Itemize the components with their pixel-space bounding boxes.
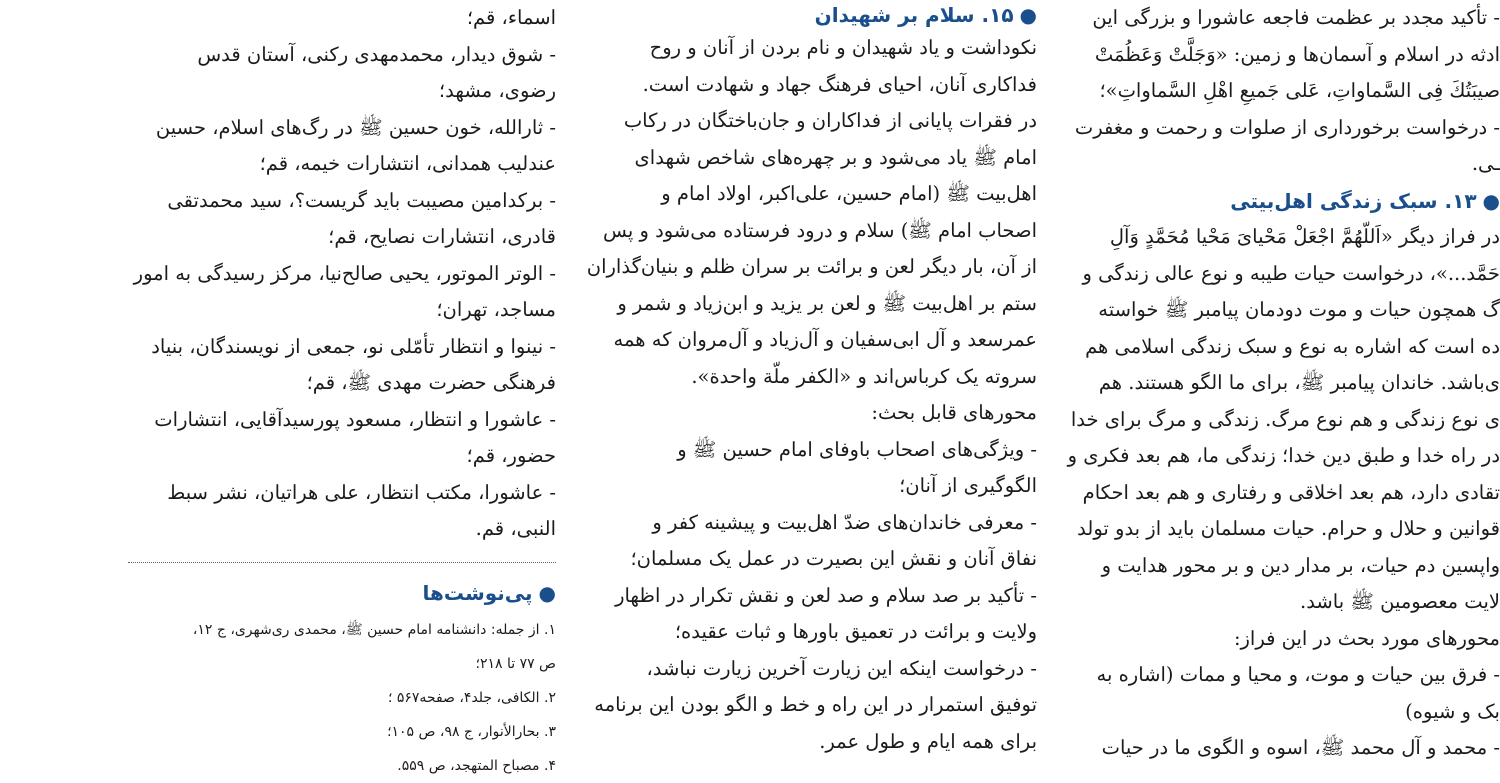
text-line: الگوگیری از آنان؛ xyxy=(899,474,1037,497)
text-line: - تأکید مجدد بر عظمت فاجعه عاشورا و بزرگی این xyxy=(1092,6,1500,29)
text-line: سروته یک کرباس‌اند و «الکفر ملّة واحدة». xyxy=(691,364,1037,388)
middle-column xyxy=(575,0,1037,751)
text-line: گ همچون حیات و موت دودمان پیامبر ﷺ خواسته xyxy=(1098,298,1500,321)
reference-line: عندلیب همدانی، انتشارات خیمه، قم؛ xyxy=(259,152,556,175)
reference-line: - عاشورا، مکتب انتظار، علی هراتیان، نشر سبط xyxy=(167,480,556,504)
text-line: ستم بر اهل‌بیت ﷺ و لعن بر یزید و ابن‌زیاد و شمر و xyxy=(617,291,1037,315)
section-heading-13 xyxy=(1062,183,1500,220)
text-line: صیبَتُكَ فِی السَّماواتِ، عَلى جَمیعِ اهْلِ السَّماواتِ»؛ xyxy=(1099,79,1500,102)
reference-line: فرهنگی حضرت مهدی ﷺ، قم؛ xyxy=(306,371,556,394)
reference-line: النبی، قم. xyxy=(475,517,556,540)
text-line: - معرفی خاندان‌های ضدّ اهل‌بیت و پیشینه کفر و xyxy=(652,510,1037,534)
text-line: نکوداشت و یاد شهیدان و نام بردن از آنان و روح xyxy=(649,36,1037,59)
text-line: عمرسعد و آل ابی‌سفیان و آل‌زیاد و آل‌مروان که همه xyxy=(613,328,1037,351)
text-line: تقادی دارد، هم بعد اخلاقی و رفتاری و هم بعد احکام xyxy=(1082,480,1500,504)
text-line: در راه خدا و طبق دین خدا؛ زندگی ما، هم بعد فکری و xyxy=(1067,444,1500,467)
bullet-icon: ● xyxy=(1019,3,1037,27)
text-line: محورهای قابل بحث: xyxy=(871,401,1037,424)
text-line: - تأکید بر صد سلام و صد لعن و نقش تکرار در اظهار xyxy=(615,583,1037,607)
text-line: حَمَّد...»، درخواست حیات طیبه و نوع عالی زندگی و xyxy=(1082,261,1500,285)
text-line: امام ﷺ یاد می‌شود و بر چهره‌های شاخص شهدای xyxy=(634,145,1037,169)
reference-line: - شوق دیدار، محمدمهدی رکنی، آستان قدس xyxy=(197,42,556,66)
text-line: محورهای مورد بحث در این فراز: xyxy=(1233,626,1500,650)
section-heading-text: ۱۵. سلام بر شهیدان xyxy=(814,3,1014,27)
text-line: توفیق استمرار در این راه و خط و الگو بودن این برنامه xyxy=(594,693,1037,716)
text-line: نفاق آنان و نقش این بصیرت در عمل یک مسلمان؛ xyxy=(630,547,1037,570)
text-line: واپسین دم حیات، بر مدار دین و بر محور هدایت و xyxy=(1101,553,1500,577)
text-line: ـی. xyxy=(1471,152,1500,175)
text-line: ده است که اشاره به نوع و سبک زندگی اسلامی هم xyxy=(1085,334,1500,358)
footnotes-list xyxy=(98,613,556,783)
text-line: بک و شیوه) xyxy=(1405,699,1500,723)
footnote: ۲. الکافی، جلد۴، صفحه۵۶۷ ؛ xyxy=(387,689,556,706)
text-line: ولایت و برائت در تعمیق باورها و ثبات عقیده؛ xyxy=(674,620,1037,643)
section-heading-text: ۱۳. سبک زندگی اهل‌بیتی xyxy=(1230,188,1477,213)
reference-line: - نینوا و انتظار تأمّلی نو، جمعی از نویسندگان، بنیاد xyxy=(151,334,556,358)
reference-line: حضور، قم؛ xyxy=(466,444,556,467)
text-line: ی‌باشد. خاندان پیامبر ﷺ، برای ما الگو هستند. هم xyxy=(1098,371,1500,394)
text-line: - فرق بین حیات و موت، و محیا و ممات (اشاره به xyxy=(1096,663,1500,686)
footnote: ۱. از جمله: دانشنامه امام حسین ﷺ، محمدی ری‌شهری، ج ۱۲، xyxy=(192,621,556,638)
reference-line: اسماء، قم؛ xyxy=(466,6,556,29)
reference-line: رضوی، مشهد؛ xyxy=(438,79,556,102)
reference-line: مساجد، تهران؛ xyxy=(436,298,556,321)
text-line: - درخواست برخورداری از صلوات و رحمت و مغفرت xyxy=(1074,115,1500,139)
text-line: در فراز دیگر «اَللّهُمَّ اجْعَلْ مَحْیایَ مَحْیا مُحَمَّدٍ وَآلِ xyxy=(1109,225,1500,248)
footnote: ص ۷۷ تا ۲۱۸؛ xyxy=(475,655,556,672)
text-line: اهل‌بیت ﷺ (امام حسین، علی‌اکبر، اولاد امام و xyxy=(661,182,1037,205)
text-line: - درخواست اینکه این زیارت آخرین زیارت نباشد، xyxy=(646,656,1037,680)
bullet-icon: ● xyxy=(538,580,556,605)
divider xyxy=(128,562,556,563)
reference-line: - عاشورا و انتظار، مسعود پورسیدآقایی، انتشارات xyxy=(154,407,556,431)
right-column xyxy=(1062,0,1500,759)
text-line: برای همه ایام و طول عمر. xyxy=(819,729,1037,753)
text-line: ادثه در اسلام و آسمان‌ها و زمین: «وَجَلَّتْ وَعَظُمَتْ xyxy=(1094,42,1500,66)
footnote: ۴. مصباح المتهجد، ص ۵۵۹. xyxy=(397,757,556,774)
reference-line: - برکدامین مصیبت باید گریست؟، سید محمدتقی xyxy=(167,188,556,212)
footnotes-heading xyxy=(98,573,556,613)
text-line: قوانین و حلال و حرام. حیات مسلمان باید از بدو تولد xyxy=(1077,517,1500,540)
reference-line: - الوتر الموتور، یحیی صالح‌نیا، مرکز رسیدگی به امور xyxy=(133,261,556,285)
text-line: ی نوع زندگی و هم نوع مرگ. زندگی و مرگ برای خدا xyxy=(1070,407,1500,431)
footnote: ۳. بحارالأنوار، ج ۹۸، ص ۱۰۵؛ xyxy=(387,723,556,740)
bullet-icon: ● xyxy=(1482,188,1500,213)
text-line: از آن، بار دیگر لعن و برائت بر سران ظلم و بنیان‌گذاران xyxy=(586,255,1037,278)
footnotes-heading-text: پی‌نوشت‌ها xyxy=(422,580,533,605)
reference-line: قادری، انتشارات نصایح، قم؛ xyxy=(328,225,556,248)
text-line: فداکاری آنان، احیای فرهنگ جهاد و شهادت است. xyxy=(642,72,1037,96)
section-heading-15 xyxy=(575,0,1037,30)
text-line: اصحاب امام ﷺ) سلام و درود فرستاده می‌شود و پس xyxy=(603,218,1037,242)
left-column xyxy=(98,0,556,774)
reference-line: - ثارالله، خون حسین ﷺ در رگ‌های اسلام، حسین xyxy=(155,115,556,139)
text-line: لایت معصومین ﷺ باشد. xyxy=(1300,590,1500,613)
text-line: - محمد و آل محمد ﷺ، اسوه و الگوی ما در حیات xyxy=(1101,736,1500,759)
text-line: در فقرات پایانی از فداکاران و جان‌باختگان در رکاب xyxy=(623,109,1037,132)
text-line: - ویژگی‌های اصحاب باوفای امام حسین ﷺ و xyxy=(677,437,1037,461)
